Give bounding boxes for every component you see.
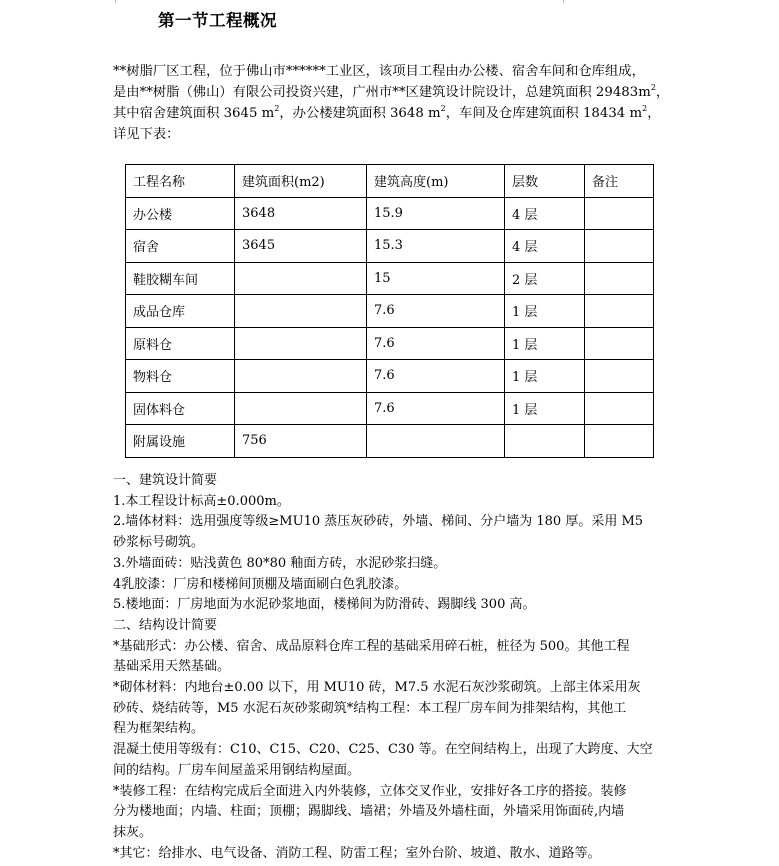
intro-line-2-end: ， [655, 85, 670, 100]
table-cell: 物料仓 [126, 360, 235, 393]
section-title-architecture: 一、建筑设计简要 [113, 473, 218, 488]
table-cell: 15.3 [367, 230, 505, 263]
superscript-2: 2 [650, 82, 656, 92]
table-cell: 4 层 [505, 230, 585, 263]
design-summary [113, 471, 673, 864]
table-cell: 7.6 [367, 295, 505, 328]
text-line: *砌体材料：内地台±0.00 以下，用 MU10 砖，M7.5 水泥石灰沙浆砌筑。上部主体采用灰 [113, 680, 641, 696]
text-line: 程为框架结构。 [113, 721, 205, 737]
text-line: *基础形式：办公楼、宿舍、成品原料仓库工程的基础采用碎石桩，桩径为 500。其他工程 [113, 638, 630, 654]
intro-line-3-a: 其中宿舍建筑面积 3645 m [113, 106, 275, 121]
table-cell [235, 392, 367, 425]
intro-line-4: 详见下表： [113, 127, 180, 142]
table-header-row [126, 165, 654, 198]
section-heading: 第一节工程概况 [158, 11, 277, 30]
table-cell [235, 295, 367, 328]
table-cell [585, 230, 654, 263]
table-cell: 原料仓 [126, 327, 235, 360]
table-cell: 1 层 [505, 360, 585, 393]
intro-line-3-c: ，车间及仓库建筑面积 18434 m [445, 106, 643, 121]
text-line: 2.墙体材料：选用强度等级≥MU10 蒸压灰砂砖，外墙、梯间、分户墙为 180 厚。采用 M5 [113, 514, 644, 530]
text-line: *其它：给排水、电气设备、消防工程、防雷工程；室外台阶、坡道、散水、道路等。 [113, 845, 601, 861]
table-cell: 1 层 [505, 327, 585, 360]
intro-line-1: **树脂厂区工程，位于佛山市******工业区，该项目工程由办公楼、宿舍车间和仓库组成， [113, 64, 645, 79]
text-line: 混凝土使用等级有：C10、C15、C20、C25、C30 等。在空间结构上，出现了大跨度、大空 [113, 742, 653, 758]
table-cell: 附属设施 [126, 425, 235, 458]
table-row [126, 360, 654, 393]
text-line: 间的结构。厂房车间屋盖采用钢结构屋面。 [113, 762, 361, 778]
table-cell [235, 262, 367, 295]
project-table [125, 164, 654, 458]
intro-line-3-b: ，办公楼建筑面积 3648 m [279, 106, 441, 121]
table-cell: 7.6 [367, 392, 505, 425]
intro-line-2-text: 是由**树脂（佛山）有限公司投资兴建，广州市**区建筑设计院设计，总建筑面积 29483m [113, 85, 651, 100]
table-cell [585, 295, 654, 328]
text-line: 4乳胶漆：厂房和楼梯间顶棚及墙面刷白色乳胶漆。 [113, 576, 408, 592]
table-cell: 成品仓库 [126, 295, 235, 328]
text-line: 3.外墙面砖：贴浅黄色 80*80 釉面方砖，水泥砂浆扫缝。 [113, 555, 447, 571]
table-row [126, 295, 654, 328]
intro-line-3-d: ， [647, 106, 661, 121]
superscript-2: 2 [642, 103, 648, 113]
table-cell [585, 327, 654, 360]
intro-line-3 [113, 103, 673, 124]
table-cell: 4 层 [505, 197, 585, 230]
table-cell: 15.9 [367, 197, 505, 230]
text-line: 1.本工程设计标高±0.000m。 [113, 493, 290, 509]
table-cell: 1 层 [505, 295, 585, 328]
table-row [126, 262, 654, 295]
intro-line-2 [113, 82, 673, 103]
table-header-cell: 建筑面积(m2) [235, 165, 367, 198]
table-cell: 办公楼 [126, 197, 235, 230]
text-line: 5.楼地面：厂房地面为水泥砂浆地面，楼梯间为防滑砖、踢脚线 300 高。 [113, 597, 536, 613]
superscript-2: 2 [440, 103, 446, 113]
table-cell [235, 360, 367, 393]
table-cell: 2 层 [505, 262, 585, 295]
text-line: *装修工程：在结构完成后全面进入内外装修，立体交叉作业，安排好各工序的搭接。装修 [113, 783, 627, 799]
superscript-2: 2 [274, 103, 280, 113]
table-cell: 3645 [235, 230, 367, 263]
text-line: 抹灰。 [113, 824, 153, 840]
table-cell: 756 [235, 425, 367, 458]
table-cell [585, 197, 654, 230]
page-margin-mark-right [563, 0, 564, 3]
table-cell: 3648 [235, 197, 367, 230]
table-cell: 7.6 [367, 327, 505, 360]
text-line: 砂浆标号砌筑。 [113, 535, 205, 551]
table-header-cell: 备注 [585, 165, 654, 198]
table-cell [585, 262, 654, 295]
table-cell [505, 425, 585, 458]
table-row [126, 327, 654, 360]
table-cell: 1 层 [505, 392, 585, 425]
table-header-cell: 工程名称 [126, 165, 235, 198]
text-line: 分为楼地面；内墙、柱面；顶棚；踢脚线、墙裙；外墙及外墙柱面，外墙采用饰面砖,内墙 [113, 804, 625, 820]
table-row [126, 425, 654, 458]
section-title-structure: 二、结构设计简要 [113, 617, 218, 633]
table-header-cell: 建筑高度(m) [367, 165, 505, 198]
table-cell [235, 327, 367, 360]
intro-paragraph [113, 61, 673, 145]
table-cell [585, 425, 654, 458]
table-cell: 鞋胶糊车间 [126, 262, 235, 295]
text-line: 砂砖、烧结砖等，M5 水泥石灰砂浆砌筑*结构工程：本工程厂房车间为排架结构，其他工 [113, 700, 627, 716]
table-header-cell: 层数 [505, 165, 585, 198]
table-cell: 15 [367, 262, 505, 295]
table-cell: 宿舍 [126, 230, 235, 263]
table-row [126, 230, 654, 263]
table-cell [585, 360, 654, 393]
table-cell: 7.6 [367, 360, 505, 393]
page-margin-mark-left [115, 0, 116, 3]
table-cell [585, 392, 654, 425]
text-line: 基础采用天然基础。 [113, 659, 231, 675]
table-row [126, 197, 654, 230]
table-cell [367, 425, 505, 458]
table-row [126, 392, 654, 425]
table-cell: 固体料仓 [126, 392, 235, 425]
